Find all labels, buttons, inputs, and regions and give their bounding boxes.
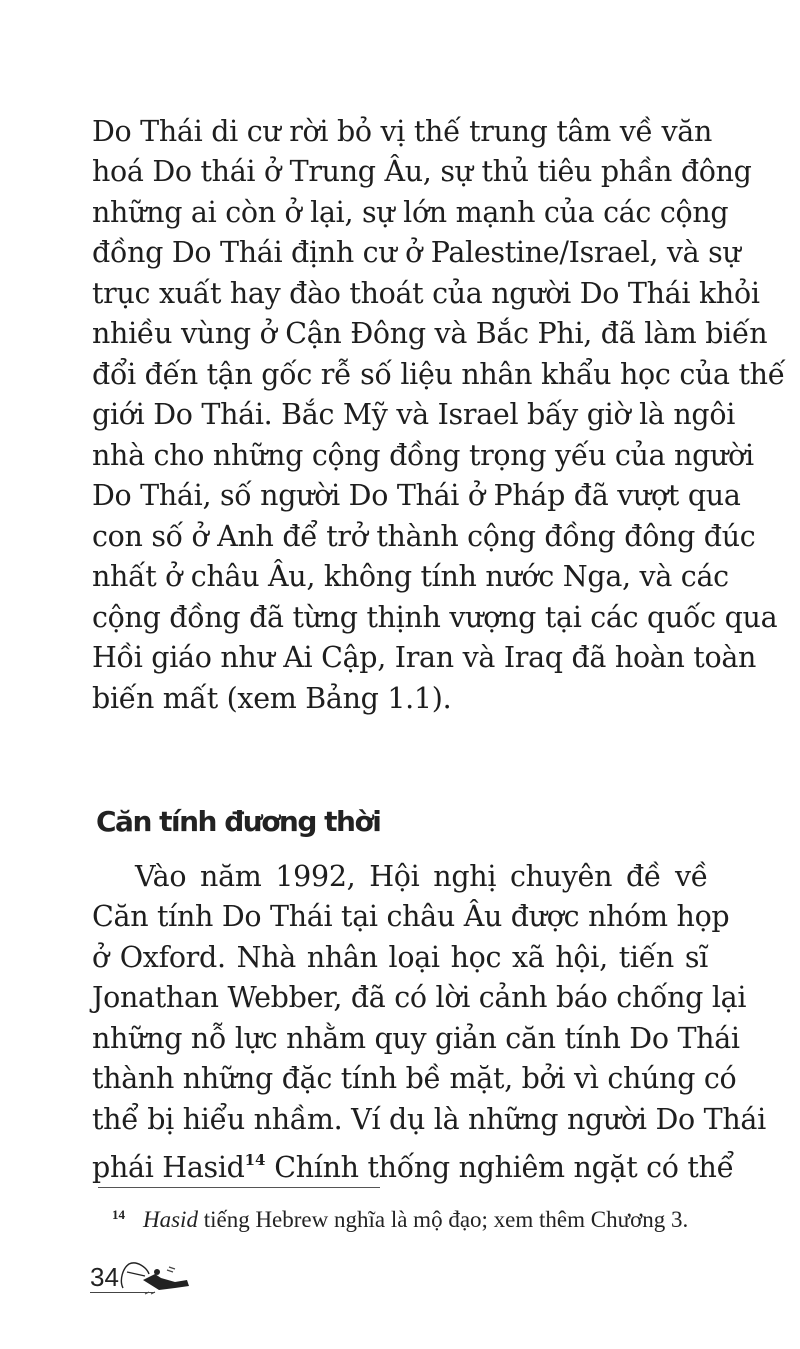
text-line: Jonathan Webber, đã có lời cảnh báo chống lại xyxy=(92,981,747,1014)
text-segment: Chính thống nghiêm ngặt có thể xyxy=(265,1151,734,1184)
text-segment: phái Hasid xyxy=(92,1151,245,1184)
text-line: biến mất (xem Bảng 1.1). xyxy=(92,682,452,715)
page-number: 34 xyxy=(90,1262,119,1292)
footnote-reference[interactable]: 14 xyxy=(244,1151,266,1169)
section-heading: Căn tính đương thời xyxy=(96,805,381,838)
text-line: Vào năm 1992, Hội nghị chuyên đề về xyxy=(135,860,708,893)
text-line: con số ở Anh để trở thành cộng đồng đông đúc xyxy=(92,520,756,553)
text-line: cộng đồng đã từng thịnh vượng tại các quốc qua xyxy=(92,601,778,634)
footnote xyxy=(112,1200,688,1235)
text-line: Hồi giáo như Ai Cập, Iran và Iraq đã hoàn toàn xyxy=(92,641,757,674)
text-line: những nỗ lực nhằm quy giản căn tính Do Thái xyxy=(92,1022,740,1055)
footnote-term: Hasid xyxy=(143,1207,198,1232)
footnote-divider xyxy=(98,1187,380,1188)
text-line: thành những đặc tính bề mặt, bởi vì chúng có xyxy=(92,1062,737,1095)
text-line xyxy=(92,1140,734,1188)
text-line: thể bị hiểu nhầm. Ví dụ là những người Do Thái xyxy=(92,1103,766,1136)
reclining-figure-icon xyxy=(115,1258,195,1298)
text-line: đổi đến tận gốc rễ số liệu nhân khẩu học của thế xyxy=(92,358,785,391)
text-line: nhất ở châu Âu, không tính nước Nga, và các xyxy=(92,560,729,593)
text-line: trục xuất hay đào thoát của người Do Thái khỏi xyxy=(92,277,760,310)
text-line: nhà cho những cộng đồng trọng yếu của người xyxy=(92,439,754,472)
text-line: ở Oxford. Nhà nhân loại học xã hội, tiến sĩ xyxy=(92,941,708,974)
text-line: đồng Do Thái định cư ở Palestine/Israel, và sự xyxy=(92,236,741,269)
footnote-text: tiếng Hebrew nghĩa là mộ đạo; xem thêm Chương 3. xyxy=(197,1207,689,1232)
footnote-number: 14 xyxy=(112,1207,125,1222)
text-line: giới Do Thái. Bắc Mỹ và Israel bấy giờ là ngôi xyxy=(92,398,736,431)
text-line: Do Thái, số người Do Thái ở Pháp đã vượt qua xyxy=(92,479,741,512)
text-line: nhiều vùng ở Cận Đông và Bắc Phi, đã làm biến xyxy=(92,317,768,350)
text-line: Căn tính Do Thái tại châu Âu được nhóm họp xyxy=(92,900,730,933)
text-line: những ai còn ở lại, sự lớn mạnh của các cộng xyxy=(92,196,729,229)
text-line: Do Thái di cư rời bỏ vị thế trung tâm về văn xyxy=(92,115,713,148)
text-line: hoá Do thái ở Trung Âu, sự thủ tiêu phần đông xyxy=(92,155,752,188)
